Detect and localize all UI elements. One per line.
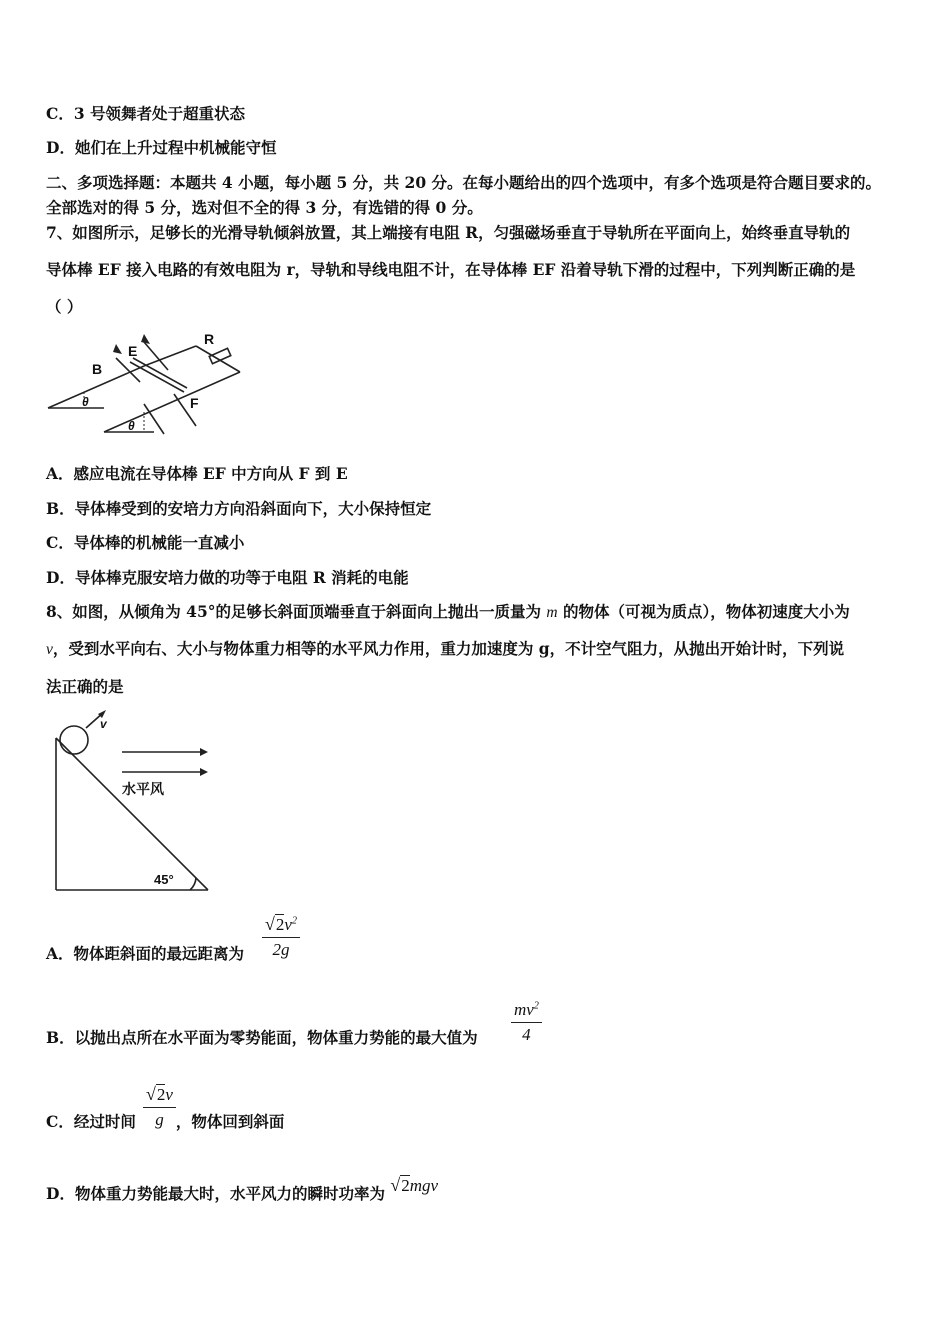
q8-c-denominator: g [155, 1110, 164, 1129]
q7-blank: （ ） [46, 297, 83, 316]
q8-c-radicand: 2 [156, 1085, 166, 1104]
q8-d-tail: mgv [409, 1176, 439, 1195]
label-theta-1: θ [82, 395, 89, 409]
q7-option-c: C．导体棒的机械能一直减小 [46, 533, 245, 552]
label-wind: 水平风 [122, 781, 164, 797]
incline-slope [56, 738, 208, 890]
q6-option-c: C．3 号领舞者处于超重状态 [46, 104, 246, 123]
q7-option-d: D．导体棒克服安培力做的功等于电阻 R 消耗的电能 [46, 568, 409, 587]
q8-option-a: A．物体距斜面的最远距离为 [46, 944, 245, 963]
arrow-head-2 [141, 334, 150, 344]
q8-stem-1b: 的物体（可视为质点），物体初速度大小为 [563, 602, 850, 621]
q8-stem-m: m [546, 604, 558, 621]
q8-option-b: B．以抛出点所在水平面为零势能面，物体重力势能的最大值为 [46, 1028, 478, 1047]
rod-ef [130, 362, 184, 392]
label-v: v [100, 717, 107, 731]
label-angle: 45° [154, 872, 174, 887]
angle-arc [190, 878, 196, 890]
q8-b-denominator: 4 [522, 1025, 531, 1044]
q8-b-num-text: mv [514, 1000, 534, 1019]
q8-a-radical [265, 914, 284, 935]
q8-incline-figure [44, 706, 224, 902]
label-theta-2: θ [128, 419, 135, 433]
q8-c-numerator [143, 1084, 176, 1108]
q8-a-num-exp: 2 [291, 915, 297, 927]
q8-d-text: D．物体重力势能最大时，水平风力的瞬时功率为 [46, 1184, 385, 1203]
q8-b-num-exp: 2 [533, 1000, 539, 1012]
arrow-head-1 [113, 344, 122, 354]
q6-option-d: D．她们在上升过程中机械能守恒 [46, 138, 277, 157]
sqrt-sign: √ [265, 914, 275, 934]
q8-d-radicand: 2 [401, 1176, 410, 1195]
q7-option-a: A．感应电流在导体棒 EF 中方向从 F 到 E [46, 464, 348, 483]
rail-upper [144, 346, 196, 366]
q8-stem-line1 [46, 600, 850, 622]
label-e: E [128, 343, 138, 359]
wind-head-2 [200, 768, 208, 776]
label-b: B [92, 361, 103, 377]
q8-a-num-tail: v [284, 915, 292, 934]
q8-a-radicand: 2 [275, 915, 285, 934]
label-f: F [190, 395, 199, 411]
field-line-4 [144, 404, 164, 434]
section2-scoring: 全部选对的得 5 分，选对但不全的得 3 分，有选错的得 0 分。 [46, 198, 483, 217]
rod-ef-edge [133, 358, 187, 388]
q8-stem-v: v [46, 641, 53, 658]
q8-c-text-2: ，物体回到斜面 [175, 1112, 285, 1131]
ball [60, 726, 88, 754]
q8-c-num-tail: v [165, 1085, 173, 1104]
rail-lower [104, 372, 240, 432]
q8-c-fraction [143, 1084, 176, 1130]
q8-a-numerator [262, 914, 300, 938]
wind-head-1 [200, 748, 208, 756]
q8-c-radical [146, 1084, 165, 1105]
q8-option-d [46, 1175, 439, 1204]
q7-rail-figure [44, 330, 254, 438]
q8-stem-2: ，受到水平向右、大小与物体重力相等的水平风力作用，重力加速度为 g，不计空气阻力，从抛出开始计时，下列说 [52, 639, 845, 658]
sqrt-sign: √ [146, 1084, 156, 1104]
q7-stem-line2: 导体棒 EF 接入电路的有效电阻为 r，导轨和导线电阻不计，在导体棒 EF 沿着导轨下滑的过程中，下列判断正确的是 [46, 260, 856, 279]
q7-option-b: B．导体棒受到的安培力方向沿斜面向下，大小保持恒定 [46, 499, 432, 518]
q8-stem-line3: 法正确的是 [46, 677, 124, 696]
rail-right [196, 346, 240, 372]
q8-a-fraction [262, 914, 300, 960]
section2-heading: 二、多项选择题：本题共 4 小题，每小题 5 分，共 20 分。在每小题给出的四个选项中，有多个选项是符合题目要求的。 [46, 173, 882, 192]
q8-d-expression [390, 1176, 438, 1195]
q7-stem-line1: 7、如图所示，足够长的光滑导轨倾斜放置，其上端接有电阻 R，匀强磁场垂直于导轨所在平面向上，始终垂直导轨的 [46, 223, 851, 242]
q8-a-denominator: 2g [272, 940, 290, 959]
label-r: R [204, 331, 215, 347]
sqrt-sign: √ [390, 1175, 401, 1195]
q8-b-numerator [511, 1000, 542, 1023]
q8-b-fraction [511, 1000, 542, 1045]
q8-stem-line2 [46, 637, 844, 659]
q8-c-text-1: C．经过时间 [46, 1112, 136, 1131]
q8-d-radical [390, 1175, 409, 1196]
q8-stem-1a: 8、如图，从倾角为 45°的足够长斜面顶端垂直于斜面向上抛出一质量为 [46, 602, 542, 621]
